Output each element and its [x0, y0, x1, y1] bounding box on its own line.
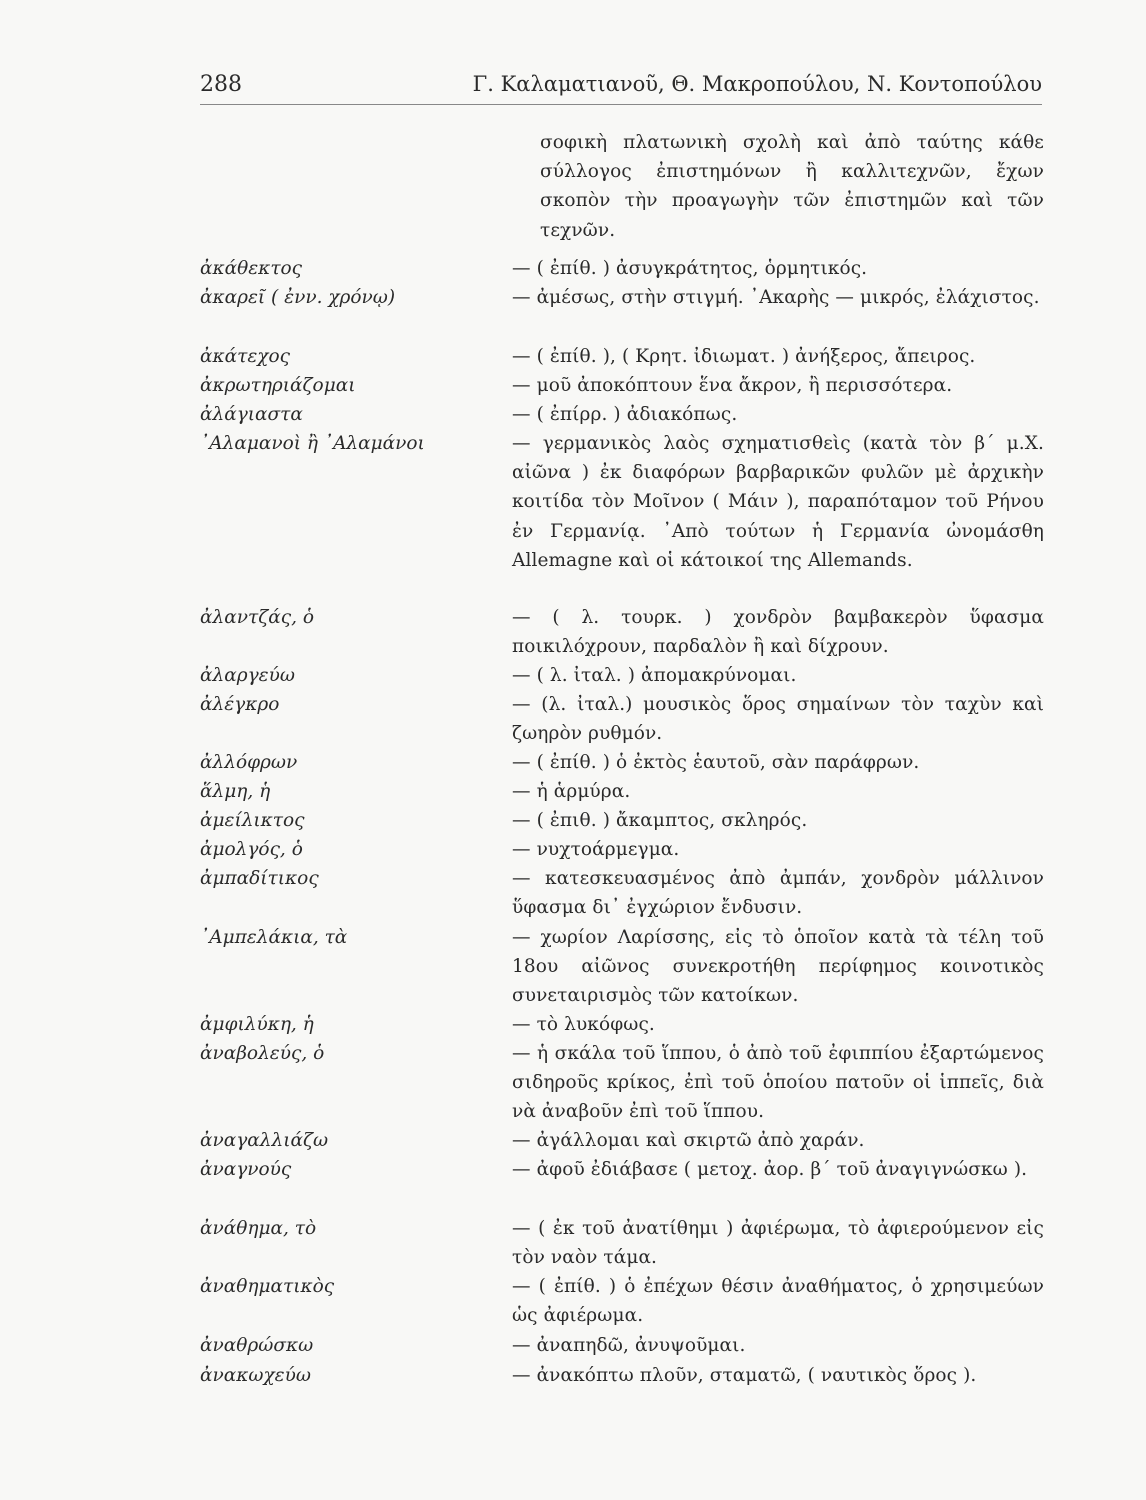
- entry-definition: — ( ἐπιθ. ) ἄκαμπτος, σκληρός.: [512, 810, 808, 831]
- page-header: [200, 68, 1042, 105]
- entry-definition: — νυχτοάρμεγμα.: [512, 839, 680, 860]
- entry-definition: — ἀνακόπτω πλοῦν, σταματῶ, ( ναυτικὸς ὅρος ).: [512, 1365, 977, 1386]
- entry-definition: — ( ἐπίθ. ) ὁ ἐπέχων θέσιν ἀναθήματος, ὁ χρησιμεύων ὡς ἀφιέρωμα.: [512, 1276, 1044, 1327]
- entry-definition: — ( ἐπίθ. ), ( Κρητ. ἰδιωματ. ) ἀνήξερος, ἄπειρος.: [512, 346, 976, 367]
- entry-definition: — ἡ σκάλα τοῦ ἵππου, ὁ ἀπὸ τοῦ ἐφιππίου ἐξαρτώμενος σιδηροῦς κρίκος, ἐπὶ τοῦ ὁποίου πατοῦν οἱ ἱππεῖς, διὰ νὰ ἀναβοῦν ἐπὶ τοῦ ἵππου.: [512, 1043, 1044, 1123]
- entry-term: ᾿Αλαμανοὶ ἢ ᾿Αλαμάνοι: [200, 433, 425, 454]
- entry-definition: — ( ἐπίρρ. ) ἀδιακόπως.: [512, 404, 738, 425]
- entry-definition: — κατεσκευασμένος ἀπὸ ἀμπάν, χονδρὸν μάλλινον ὕφασμα δι᾿ ἐγχώριον ἔνδυσιν.: [512, 868, 1044, 919]
- entry-definition: — ( λ. ἰταλ. ) ἀπομακρύνομαι.: [512, 665, 797, 686]
- entry-definition: — μοῦ ἀποκόπτουν ἕνα ἄκρον, ἢ περισσότερα.: [512, 375, 953, 396]
- entry-term: ἀκρωτηριάζομαι: [200, 375, 356, 396]
- entry-definition: — ἡ ἁρμύρα.: [512, 781, 631, 802]
- entry-definition: — ( ἐκ τοῦ ἀνατίθημι ) ἀφιέρωμα, τὸ ἀφιερούμενον εἰς τὸν ναὸν τάμα.: [512, 1218, 1044, 1269]
- entry-definition: — ( λ. τουρκ. ) χονδρὸν βαμβακερὸν ὕφασμα ποικιλόχρουν, παρδαλὸν ἢ καὶ δίχρουν.: [512, 607, 1044, 658]
- entry-definition: — ἀμέσως, στὴν στιγμή. ᾿Ακαρὴς — μικρός, ἐλάχιστος.: [512, 287, 1040, 308]
- entry-term: ἀμφιλύκη, ἡ: [200, 1014, 314, 1035]
- entry-term: ἀμπαδίτικος: [200, 868, 319, 889]
- entry-term: ἀναγαλλιάζω: [200, 1130, 329, 1151]
- page-number: 288: [200, 72, 242, 97]
- entry-definition: — τὸ λυκόφως.: [512, 1014, 655, 1035]
- entry-definition: — γερμανικὸς λαὸς σχηματισθεὶς (κατὰ τὸν β΄ μ.Χ. αἰῶνα ) ἐκ διαφόρων βαρβαρικῶν φυλῶν μὲ ἀρχικὴν κοιτίδα τὸν Μοῖνον ( Μάιν ), παραπόταμον τοῦ Ρήνου ἐν Γερμανίᾳ. ᾿Απὸ τούτων ἡ Γερμανία ὠνομάσθη Allemagne καὶ οἱ κάτοικοί της Allemands.: [512, 433, 1044, 571]
- entry-term: ἅλμη, ἡ: [200, 781, 271, 802]
- entry-term: ἀκαρεῖ ( ἐνν. χρόνῳ): [200, 287, 396, 308]
- entry-definition: — ἀφοῦ ἐδιάβασε ( μετοχ. ἀορ. β΄ τοῦ ἀναγιγνώσκω ).: [512, 1159, 1028, 1180]
- entry-term: ἀκάθεκτος: [200, 258, 303, 279]
- entry-definition: σοφικὴ πλατωνικὴ σχολὴ καὶ ἀπὸ ταύτης κάθε σύλλογος ἐπιστημόνων ἢ καλλιτεχνῶν, ἔχων σκοπὸν τὴν προαγωγὴν τῶν ἐπιστημῶν καὶ τῶν τεχνῶν.: [540, 132, 1044, 241]
- entry-term: ἀναγνούς: [200, 1159, 292, 1180]
- entry-term: ἀναθηματικὸς: [200, 1276, 335, 1297]
- entry-term: ἀμολγός, ὁ: [200, 839, 303, 860]
- running-title: Γ. Καλαματιανοῦ, Θ. Μακροπούλου, Ν. Κοντοπούλου: [472, 72, 1042, 96]
- entry-term: ἀλέγκρο: [200, 694, 280, 715]
- entry-term: ἀμείλικτος: [200, 810, 305, 831]
- entry-definition: — ( ἐπίθ. ) ἀσυγκράτητος, ὁρμητικός.: [512, 258, 868, 279]
- entry-definition: — χωρίον Λαρίσσης, εἰς τὸ ὁποῖον κατὰ τὰ τέλη τοῦ 18ου αἰῶνος συνεκροτήθη περίφημος κοινοτικὸς συνεταιρισμὸς τῶν κατοίκων.: [512, 927, 1044, 1007]
- entry-term: ἀλλόφρων: [200, 752, 298, 773]
- entry-term: ἀναθρώσκω: [200, 1335, 314, 1356]
- entry-term: ἀλαντζάς, ὁ: [200, 607, 314, 628]
- entry-definition: — ἀναπηδῶ, ἀνυψοῦμαι.: [512, 1335, 746, 1356]
- entry-definition: — ἀγάλλομαι καὶ σκιρτῶ ἀπὸ χαράν.: [512, 1130, 865, 1151]
- entry-term: ἀνακωχεύω: [200, 1365, 311, 1386]
- entry-term: ἀλάγιαστα: [200, 404, 303, 425]
- entry-definition: — ( ἐπίθ. ) ὁ ἐκτὸς ἑαυτοῦ, σὰν παράφρων.: [512, 752, 920, 773]
- entry-term: ἀλαργεύω: [200, 665, 295, 686]
- entry-term: ἀναβολεύς, ὁ: [200, 1043, 325, 1064]
- entry-term: ἀκάτεχος: [200, 346, 290, 367]
- entry-definition: — (λ. ἰταλ.) μουσικὸς ὅρος σημαίνων τὸν ταχὺν καὶ ζωηρὸν ρυθμόν.: [512, 694, 1044, 745]
- entry-term: ἀνάθημα, τὸ: [200, 1218, 317, 1239]
- entry-term: ᾿Αμπελάκια, τὰ: [200, 927, 348, 948]
